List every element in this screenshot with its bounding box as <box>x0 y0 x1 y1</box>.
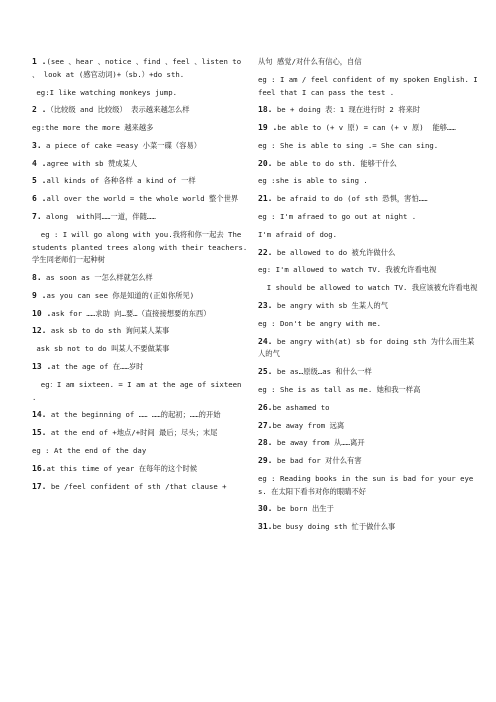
entry-line <box>32 481 248 494</box>
entry-line <box>258 140 480 153</box>
entry-line <box>258 104 480 117</box>
entry-number: 24. <box>258 336 273 346</box>
entry-text: eg：I am sixteen. = I am at the age of sixteen . <box>32 379 246 402</box>
entry-line <box>32 379 248 404</box>
entry-line <box>258 521 480 534</box>
entry-text: a piece of cake =easy 小菜一碟（容易） <box>41 140 202 150</box>
entry-number: 21. <box>258 194 273 204</box>
entry-line <box>258 229 480 242</box>
entry-number: 4 . <box>32 158 47 168</box>
entry-text: be able to do sth. 能够干什么 <box>272 158 397 168</box>
entry-number: 12. <box>32 326 47 336</box>
entry-number: 22. <box>258 247 273 257</box>
entry-line <box>258 264 480 277</box>
entry-text: eg : Don't be angry with me. <box>258 318 382 328</box>
entry-text: eg : I'm afraed to go out at night . <box>258 212 417 222</box>
entry-text: be away from 远离 <box>272 420 345 430</box>
entry-number: 10 . <box>32 308 52 318</box>
entry-line <box>32 56 248 81</box>
entry-line <box>32 122 248 135</box>
entry-text: as you can see 你是知道的(正如你所见) <box>46 290 195 300</box>
entry-number: 14. <box>32 410 47 420</box>
entry-number: 7. <box>32 212 42 222</box>
entry-text: as soon as 一怎么样就怎么样 <box>41 273 153 283</box>
entry-text: be + doing 表：1 现在进行时 2 将来时 <box>272 105 421 115</box>
entry-number: 6 . <box>32 194 47 204</box>
entry-text: at the beginning of …… ……的起初；……的开始 <box>46 410 221 420</box>
entry-text: be ashamed to <box>272 402 330 412</box>
entry-number: 19 . <box>258 123 278 133</box>
entry-text: ask sb not to do 叫某人不要做某事 <box>32 344 170 354</box>
entry-line <box>32 87 248 100</box>
entry-number: 3. <box>32 140 42 150</box>
entry-text: eg:I like watching monkeys jump. <box>32 87 177 97</box>
entry-line <box>32 229 252 267</box>
entry-text: be busy doing sth 忙于做什么事 <box>272 522 396 532</box>
entry-line <box>32 308 248 321</box>
entry-line <box>258 193 480 206</box>
entry-text: along with同……一道，伴随…… <box>41 212 156 222</box>
entry-text: all kinds of 各种各样 a kind of 一样 <box>46 176 196 186</box>
entry-line <box>258 384 480 397</box>
entry-line <box>258 211 480 224</box>
entry-number: 18. <box>258 105 273 115</box>
entry-line <box>258 318 480 331</box>
entry-line <box>258 336 480 361</box>
entry-line <box>258 300 480 313</box>
entry-text: （比较级 and 比较级） 表示越来越怎么样 <box>46 105 190 115</box>
entry-text: be as…原级…as 和什么一样 <box>272 367 372 377</box>
entry-text: eg : I will go along with you.我将和你一起去 The students planted trees along with their teachers. 学生同老师们一起种树 <box>32 229 252 265</box>
entry-text: I should be allowed to watch TV. 我应该被允许看电视 <box>258 283 478 293</box>
entry-text: (see 、hear 、notice 、find 、feel 、listen to 、 look at (感官动词)+（sb.）+do sth. <box>32 57 246 79</box>
entry-line <box>32 343 248 356</box>
entry-text: eg : Reading books in the sun is bad for your eyes. 在太阳下看书对你的眼睛不好 <box>258 473 474 496</box>
entry-line <box>32 409 248 422</box>
entry-line <box>32 361 248 374</box>
entry-text: all over the world = the whole world 整个世界 <box>46 194 239 204</box>
entry-number: 9 . <box>32 290 47 300</box>
entry-text: eg : At the end of the day <box>32 445 147 455</box>
entry-line <box>32 290 248 303</box>
entry-text: be afraid to do (of sth 恐惧，害怕…… <box>272 194 428 204</box>
entry-number: 1 . <box>32 57 47 66</box>
entry-number: 29. <box>258 456 273 466</box>
entry-line <box>258 437 480 450</box>
entry-text: agree with sb 赞成某人 <box>46 158 138 168</box>
entry-text: be born 出生于 <box>272 504 334 514</box>
entry-number: 16. <box>32 463 47 473</box>
entry-number: 17. <box>32 481 47 491</box>
entry-line <box>32 211 248 224</box>
entry-line <box>258 503 480 516</box>
entry-number: 26. <box>258 402 273 412</box>
entry-text: be /feel confident of sth /that clause + <box>46 481 227 491</box>
entry-line <box>32 463 248 476</box>
entry-text: be bad for 对什么有害 <box>272 456 362 466</box>
entry-number: 13 . <box>32 362 52 372</box>
entry-text: eg : She is able to sing .= She can sing. <box>258 140 439 150</box>
entry-line <box>258 420 480 433</box>
entry-text: ask sb to do sth 询问某人某事 <box>46 326 170 336</box>
entry-number: 20. <box>258 158 273 168</box>
entry-line <box>32 272 248 285</box>
entry-line <box>258 74 483 99</box>
entry-text: ask for ……求助 向…要…（直接接想要的东西） <box>51 308 211 318</box>
entry-line <box>258 158 480 171</box>
entry-number: 5 . <box>32 176 47 186</box>
entry-text: be allowed to do 被允许做什么 <box>272 247 396 257</box>
entry-number: 30. <box>258 504 273 514</box>
entry-line <box>32 175 248 188</box>
entry-number: 28. <box>258 438 273 448</box>
entry-number: 27. <box>258 420 273 430</box>
entry-number: 15. <box>32 428 47 438</box>
entry-line <box>32 445 248 458</box>
entry-text: eg:the more the more 越来越多 <box>32 123 154 133</box>
entry-line <box>32 193 248 206</box>
entry-text: be away from 从……离开 <box>272 438 365 448</box>
entry-line <box>32 158 248 171</box>
entry-number: 31. <box>258 522 273 532</box>
entry-text: eg : I am / feel confident of my spoken English. I feel that I can pass the test . <box>258 74 483 97</box>
left-column <box>32 56 252 498</box>
entry-line <box>32 104 248 117</box>
entry-text: eg : She is as tall as me. 她和我一样高 <box>258 384 421 394</box>
entry-line <box>258 175 480 188</box>
entry-line <box>32 140 248 153</box>
entry-line <box>258 473 480 498</box>
entry-text: at the end of +地点/+时间 最后；尽头；末尾 <box>46 428 218 438</box>
entry-text: eg :she is able to sing . <box>258 176 368 186</box>
entry-line <box>258 455 480 468</box>
entry-text: at this time of year 在每年的这个时候 <box>46 463 198 473</box>
right-column <box>258 56 483 539</box>
entry-text: be angry with(at) sb for doing sth 为什么而生某人的气 <box>258 336 475 359</box>
entry-text: 从句 感觉/对什么有信心，自信 <box>258 57 362 66</box>
entry-line <box>258 282 480 295</box>
entry-number: 2 . <box>32 105 47 115</box>
entry-text: I'm afraid of dog. <box>258 229 338 239</box>
entry-number: 8. <box>32 273 42 283</box>
entry-line <box>32 427 248 440</box>
entry-number: 23. <box>258 301 273 311</box>
entry-line <box>258 122 480 135</box>
entry-number: 25. <box>258 367 273 377</box>
entry-text: eg: I'm allowed to watch TV. 我被允许看电视 <box>258 265 437 275</box>
entry-line <box>258 247 480 260</box>
entry-line <box>258 402 480 415</box>
entry-text: be able to (+ v 原) = can (+ v 原) 能够…… <box>277 123 456 133</box>
entry-line <box>32 325 248 338</box>
entry-text: at the age of 在……岁时 <box>51 362 144 372</box>
entry-line <box>258 366 480 379</box>
entry-text: be angry with sb 生某人的气 <box>272 301 389 311</box>
entry-line <box>258 56 480 69</box>
